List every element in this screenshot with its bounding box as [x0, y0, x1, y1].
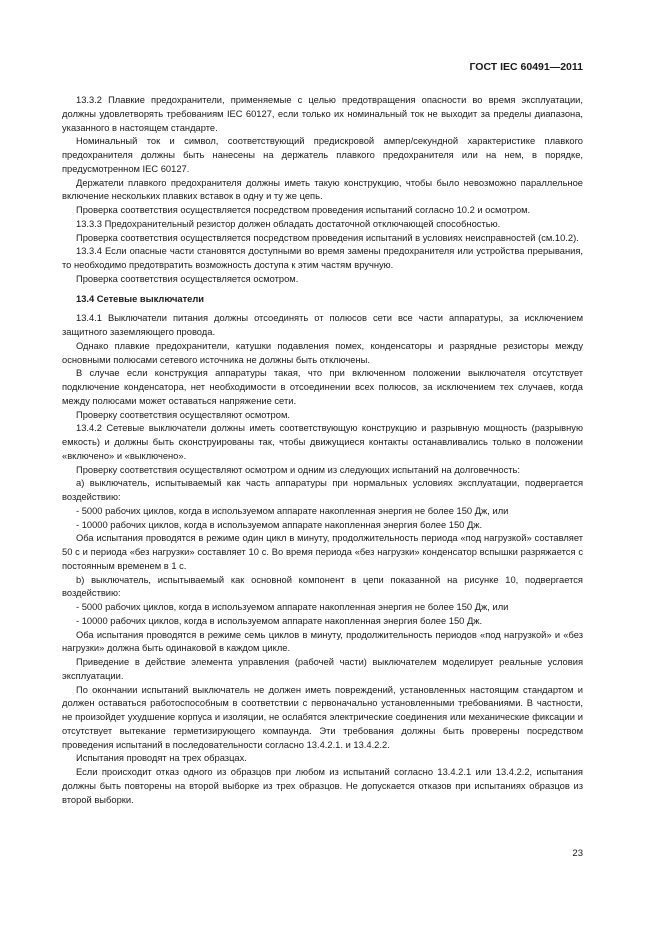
- paragraph: 13.3.4 Если опасные части становятся доступными во время замены предохранителя или устройства прерывания, то необходимо предотвратить возможность доступа к этим частям вручную.: [62, 246, 583, 270]
- paragraph: Номинальный ток и символ, соответствующий предискровой ампер/секундной характеристике плавкого предохранителя должны быть нанесены на держатель плавкого предохранителя или на нем, в порядке, предусмотренном IEC 60127.: [62, 136, 583, 174]
- paragraph: 13.3.2 Плавкие предохранители, применяемые с целью предотвращения опасности во время эксплуатации, должны удовлетворять требованиям IEC 60127, если только их номинальный ток не выходит за пределы диапазона, указанного в настоящем стандарте.: [62, 95, 583, 133]
- paragraph: Проверку соответствия осуществляют осмотром.: [76, 409, 290, 420]
- paragraph: a) выключатель, испытываемый как часть аппаратуры при нормальных условиях эксплуатации, подвергается воздействию:: [62, 478, 583, 502]
- paragraph: 13.3.3 Предохранительный резистор должен обладать достаточной отключающей способностью.: [76, 218, 501, 229]
- paragraph: Проверку соответствия осуществляют осмотром и одним из следующих испытаний на долговечность:: [76, 464, 521, 475]
- paragraph: Если происходит отказ одного из образцов при любом из испытаний согласно 13.4.2.1 или 13.4.2.2, испытания должны быть повторены на второй выборке из трех образцов. Не допускается отказов при испытаниях образцов из второй выборки.: [62, 767, 583, 805]
- list-item: - 10000 рабочих циклов, когда в используемом аппарате накопленная энергия более 150 Дж.: [76, 615, 483, 626]
- paragraph: Проверка соответствия осуществляется осмотром.: [76, 273, 299, 284]
- document-id: ГОСТ IEC 60491—2011: [469, 61, 583, 73]
- paragraph: По окончании испытаний выключатель не должен иметь повреждений, установленных настоящим стандартом и должен оставаться работоспособным в соответствии с первоначально установленными требованиями. В частности, не произойдет ухудшение корпуса и изоляции, не ослабятся электрические соединения или механические фиксации и отсутствует вытекание герметизирующего компаунда. Эти требования должны быть проверены посредством проведения испытаний в последовательности согласно 13.4.2.1. и 13.4.2.2.: [62, 684, 583, 750]
- page-content: [62, 94, 583, 807]
- paragraph: Оба испытания проводятся в режиме один цикл в минуту, продолжительность периода «под нагрузкой» составляет 50 с и периода «без нагрузки» составляет 10 с. Во время периода «без нагрузки» конденсатор вспышки разряжается с постоянным временем в 1 с.: [62, 533, 583, 571]
- paragraph: 13.4.2 Сетевые выключатели должны иметь соответствующую конструкцию и разрывную мощность (разрывную емкость) и должны быть сконструированы так, чтобы движущиеся контакты останавливались только в положении «включено» и «выключено».: [62, 423, 583, 461]
- paragraph: Приведение в действие элемента управления (рабочей части) выключателем моделирует реальные условия эксплуатации.: [62, 657, 583, 681]
- paragraph: Проверка соответствия осуществляется посредством проведения испытаний согласно 10.2 и осмотром.: [76, 205, 531, 215]
- paragraph: Оба испытания проводятся в режиме семь циклов в минуту, продолжительность периодов «под нагрузкой» и «без нагрузки» должна быть одинаковой в каждом цикле.: [62, 629, 583, 654]
- paragraph: b) выключатель, испытываемый как основной компонент в цепи показанной на рисунке 10, подвергается воздействию:: [62, 574, 583, 599]
- paragraph: Держатели плавкого предохранителя должны иметь такую конструкцию, чтобы было невозможно параллельное включение нескольких плавких вставок в одну и ту же цепь.: [62, 177, 583, 202]
- list-item: - 5000 рабочих циклов, когда в используемом аппарате накопленная энергия не более 150 Дж, или: [76, 602, 509, 612]
- paragraph: Однако плавкие предохранители, катушки подавления помех, конденсаторы и разрядные резисторы между основными полюсами сетевого источника не должны быть отключены.: [62, 340, 583, 365]
- list-item: - 10000 рабочих циклов, когда в используемом аппарате накопленная энергия более 150 Дж.: [76, 519, 483, 530]
- paragraph: Проверка соответствия осуществляется посредством проведения испытаний в условиях неисправностей (см.10.2).: [76, 232, 579, 243]
- list-item: - 5000 рабочих циклов, когда в используемом аппарате накопленная энергия не более 150 Дж, или: [76, 505, 509, 516]
- paragraph: Испытания проводят на трех образцах.: [76, 753, 247, 764]
- paragraph: 13.4.1 Выключатели питания должны отсоединять от полюсов сети все части аппаратуры, за исключением защитного заземляющего провода.: [62, 313, 583, 337]
- section-heading: 13.4 Сетевые выключатели: [76, 293, 205, 304]
- paragraph: В случае если конструкция аппаратуры такая, что при включенном положении выключателя отсутствует подключение конденсатора, нет необходимости в отсоединении всех полюсов, за исключением тех случаев, когда между полюсами может оставаться напряжение сети.: [62, 368, 583, 406]
- page-number: 23: [572, 848, 583, 859]
